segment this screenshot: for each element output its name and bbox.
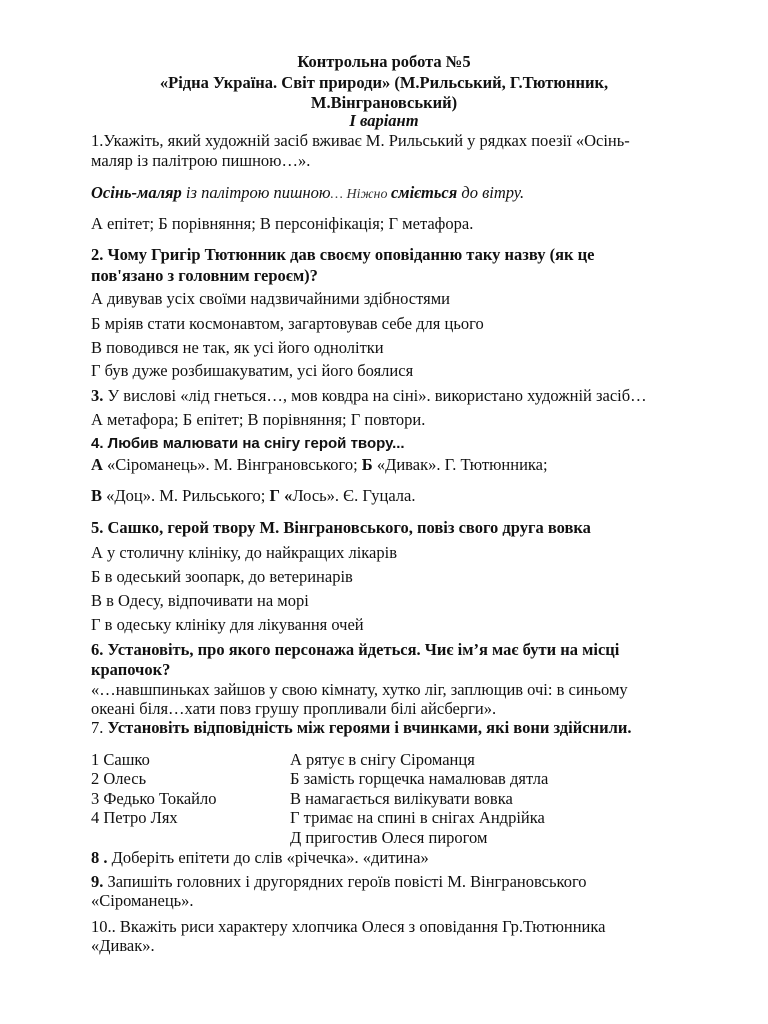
q4-option-d: Лось». Є. Гуцала. xyxy=(292,486,416,505)
q5-option-c: В в Одесу, відпочивати на морі xyxy=(91,591,309,610)
q4-text: 4. Любив малювати на снігу герой твору... xyxy=(91,435,405,452)
q4-letter-d: Г « xyxy=(269,486,293,505)
q7-hero-1: 1 Сашко xyxy=(91,750,150,769)
q7-action-a: А рятує в снігу Сіроманця xyxy=(290,750,475,769)
q2-line2: пов'язано з головним героєм)? xyxy=(91,266,318,285)
q3-text xyxy=(91,386,647,406)
q4-option-a: «Сіроманець». М. Вінграновського; xyxy=(102,455,362,474)
q7-action-e: Д пригостив Олеся пирогом xyxy=(290,828,488,847)
doc-subtitle-line1: «Рідна Україна. Світ природи» (М.Рильський, Г.Тютюнник, xyxy=(159,73,609,92)
q4-letter-a: А xyxy=(91,455,103,474)
q7-action-b: Б замість горщечка намалював дятла xyxy=(290,769,549,788)
q1-quote-part-e: до вітру. xyxy=(457,183,525,202)
q7-action-c: В намагається вилікувати вовка xyxy=(290,789,513,808)
q5-option-d: Г в одеську клініку для лікування очей xyxy=(91,615,364,634)
q10-line1: 10.. Вкажіть риси характеру хлопчика Олеся з оповідання Гр.Тютюнника xyxy=(91,917,606,936)
q4-option-b: «Дивак». Г. Тютюнника; xyxy=(372,455,548,474)
q4-letter-b: Б xyxy=(361,455,373,474)
q10-line2: «Дивак». xyxy=(91,936,155,955)
q2-option-a: А дивував усіх своїми надзвичайними здібностями xyxy=(91,289,450,308)
q2-option-b: Б мріяв стати космонавтом, загартовував себе для цього xyxy=(91,314,484,333)
q1-quote-part-b: із палітрою пишною xyxy=(181,183,331,202)
q7-action-d: Г тримає на спині в снігах Андрійка xyxy=(290,808,545,827)
q4-letter-c: В xyxy=(91,486,103,505)
q7-number: 7. xyxy=(91,718,104,737)
q7-hero-3: 3 Федько Токайло xyxy=(91,789,217,808)
q5-option-b: Б в одеський зоопарк, до ветеринарів xyxy=(91,567,353,586)
q1-quote-part-a: Осінь-маляр xyxy=(91,183,182,202)
q6-quote-line2: океані біля…хати повз грушу пропливали білі айсберги». xyxy=(91,699,497,718)
q9-body: Запишіть головних і другорядних героїв повісті М. Вінграновського xyxy=(103,872,587,891)
q4-options-row1 xyxy=(91,455,548,475)
q1-line2: маляр із палітрою пишною…». xyxy=(91,151,311,170)
doc-title: Контрольна робота №5 xyxy=(297,52,471,71)
q8-number: 8 . xyxy=(91,848,108,867)
q6-quote-line1: «…навшпиньках зайшов у свою кімнату, хутко ліг, заплющив очі: в синьому xyxy=(91,680,628,699)
q9-line2: «Сіроманець». xyxy=(91,891,194,910)
q6-line2: крапочок? xyxy=(91,660,171,679)
q1-quote-part-d: сміється xyxy=(390,183,458,202)
doc-subtitle-line2: М.Вінграновський) xyxy=(310,93,458,112)
q7-hero-2: 2 Олесь xyxy=(91,769,147,788)
q1-quote-part-c: … Ніжно xyxy=(330,187,391,202)
q1-line1: 1.Укажіть, який художній засіб вживає М. Рильський у рядках поезії «Осінь- xyxy=(91,131,630,150)
q2-line1: 2. Чому Григір Тютюнник дав своєму оповіданню таку назву (як це xyxy=(91,245,595,264)
q9-number: 9. xyxy=(91,872,104,891)
variant-label: І варіант xyxy=(349,111,419,130)
q8-body: Доберіть епітети до слів «річечка». «дитина» xyxy=(107,848,429,867)
q7-text xyxy=(91,718,631,738)
q3-number: 3. xyxy=(91,386,104,405)
q7-hero-4: 4 Петро Лях xyxy=(91,808,178,827)
q6-line1: 6. Установіть, про якого персонажа йдеться. Чиє ім’я має бути на місці xyxy=(91,640,620,659)
q5-text: 5. Сашко, герой твору М. Вінграновського, повіз свого друга вовка xyxy=(91,518,591,537)
q9-line1 xyxy=(91,872,587,892)
q4-options-row2 xyxy=(91,486,415,506)
q2-option-d: Г був дуже розбишакуватим, усі його боялися xyxy=(91,361,414,380)
q1-options: А епітет; Б порівняння; В персоніфікація; Г метафора. xyxy=(91,214,474,233)
q2-option-c: В поводився не так, як усі його однолітки xyxy=(91,338,384,357)
q5-option-a: А у столичну клініку, до найкращих лікарів xyxy=(91,543,397,562)
q4-option-c: «Доц». М. Рильського; xyxy=(102,486,270,505)
q7-body: Установіть відповідність між героями і вчинками, які вони здійснили. xyxy=(103,718,632,737)
q3-options: А метафора; Б епітет; В порівняння; Г повтори. xyxy=(91,410,426,429)
q3-body: У вислові «лід гнеться…, мов ковдра на сіні». використано художній засіб… xyxy=(103,386,647,405)
q1-quote xyxy=(91,183,524,205)
q8-text xyxy=(91,848,429,868)
